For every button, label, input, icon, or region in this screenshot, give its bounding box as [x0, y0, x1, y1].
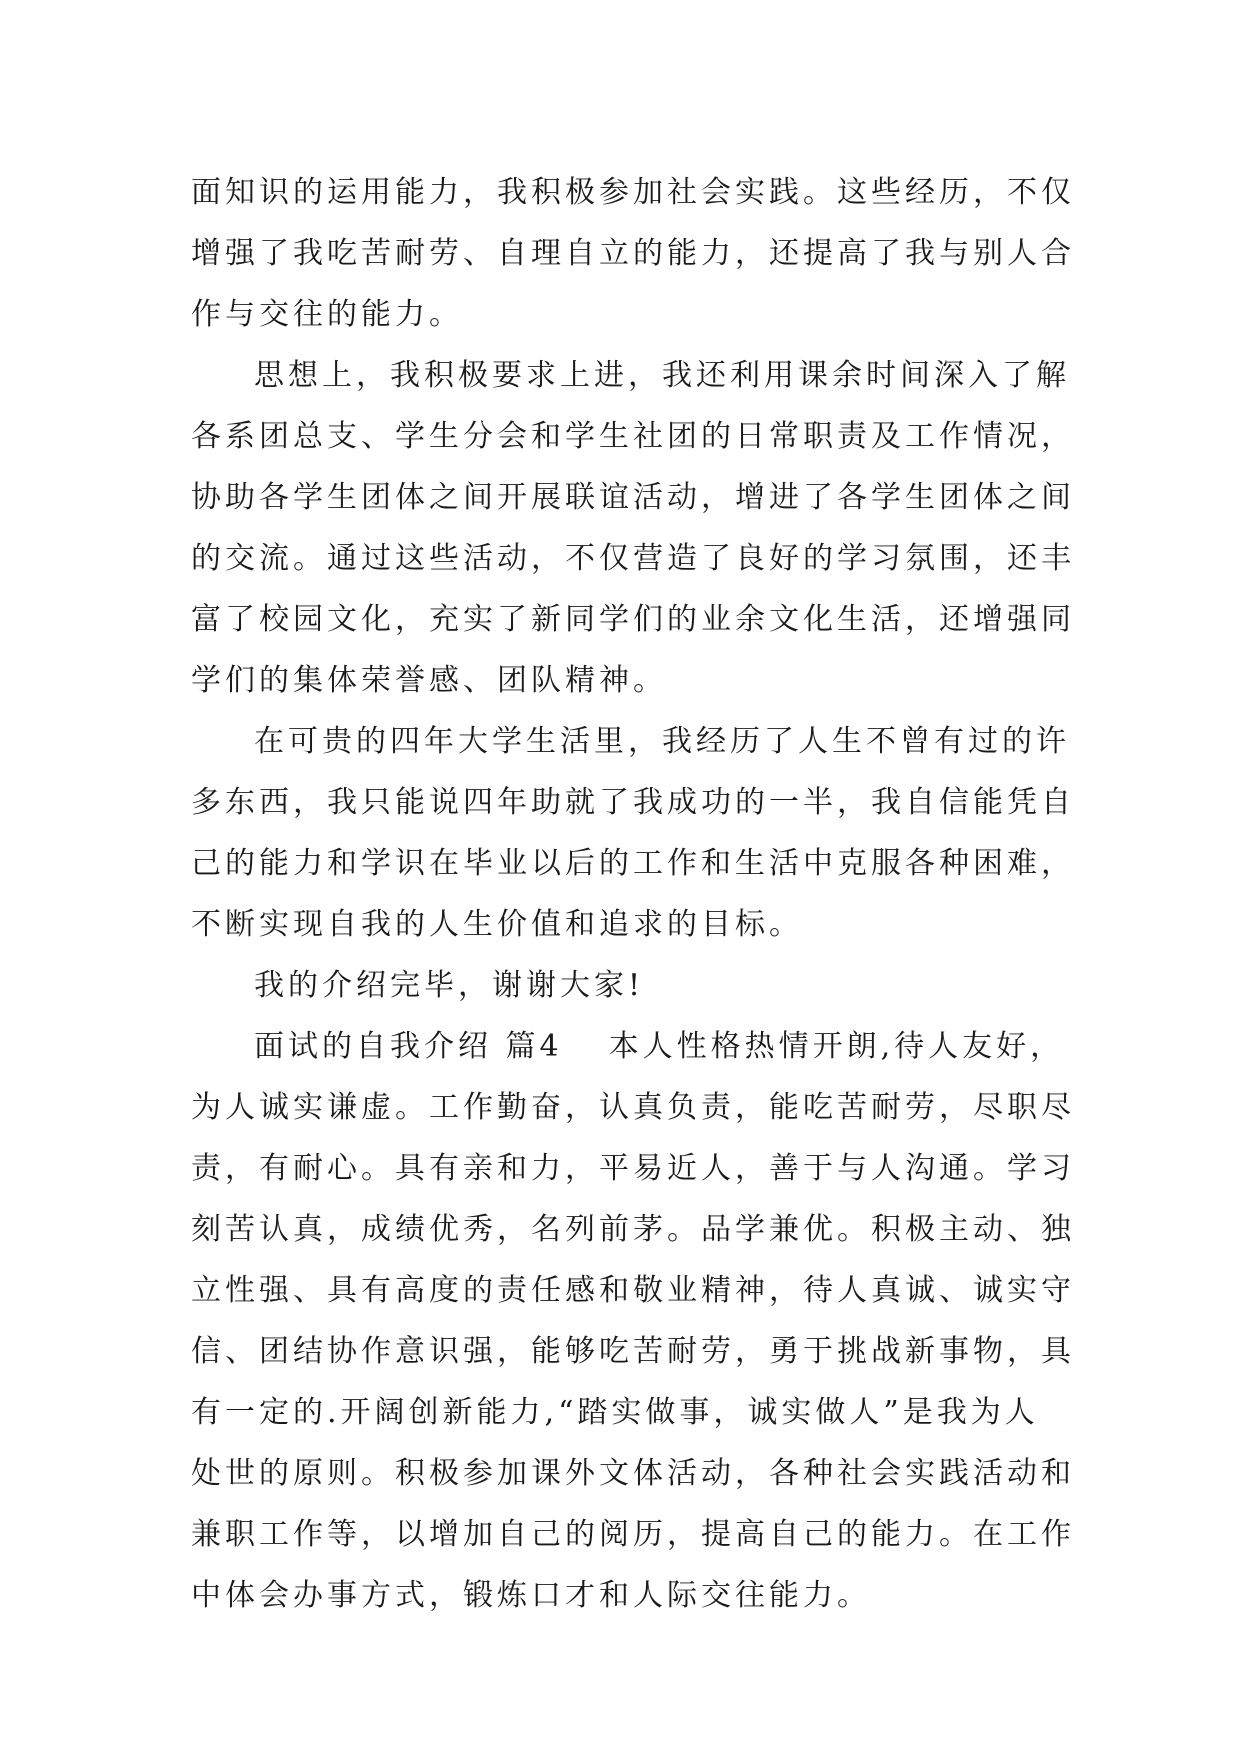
text-line: 的交流。通过这些活动，不仅营造了良好的学习氛围，还丰 — [191, 541, 1075, 576]
text-line: 中体会办事方式，锻炼口才和人际交往能力。 — [191, 1578, 871, 1613]
section-heading: 面试的自我介绍 — [254, 1029, 492, 1064]
text-line: 面知识的运用能力，我积极参加社会实践。这些经历，不仅 — [191, 175, 1075, 210]
text-line: 富了校园文化，充实了新同学们的业余文化生活，还增强同 — [191, 602, 1075, 637]
text-line: 学们的集体荣誉感、团队精神。 — [191, 663, 667, 698]
text-line: 信、团结协作意识强，能够吃苦耐劳，勇于挑战新事物，具 — [191, 1334, 1075, 1369]
section-number: 篇4 — [505, 1029, 563, 1064]
text-line: 多东西，我只能说四年助就了我成功的一半，我自信能凭自 — [191, 785, 1075, 820]
paragraph-start-line: 在可贵的四年大学生活里，我经历了人生不曾有过的许 — [254, 724, 1070, 759]
text-line: 责，有耐心。具有亲和力，平易近人，善于与人沟通。学习 — [191, 1151, 1075, 1186]
text-line: 为人诚实谦虚。工作勤奋，认真负责，能吃苦耐劳，尽职尽 — [191, 1090, 1075, 1125]
text-line: 处世的原则。积极参加课外文体活动，各种社会实践活动和 — [191, 1456, 1075, 1491]
text-line: 各系团总支、学生分会和学生社团的日常职责及工作情况， — [191, 419, 1075, 454]
document-body — [191, 162, 1075, 1626]
text-line: 兼职工作等，以增加自己的阅历，提高自己的能力。在工作 — [191, 1517, 1075, 1552]
text-line: 刻苦认真，成绩优秀，名列前茅。品学兼优。积极主动、独 — [191, 1212, 1075, 1247]
text-line: 增强了我吃苦耐劳、自理自立的能力，还提高了我与别人合 — [191, 236, 1075, 271]
text-line: 作与交往的能力。 — [191, 297, 463, 332]
text-line: 不断实现自我的人生价值和追求的目标。 — [191, 907, 803, 942]
closing-line: 我的介绍完毕，谢谢大家! — [254, 968, 645, 1003]
text-line: 协助各学生团体之间开展联谊活动，增进了各学生团体之间 — [191, 480, 1075, 515]
text-line: 立性强、具有高度的责任感和敬业精神，待人真诚、诚实守 — [191, 1273, 1075, 1308]
text-line: 有一定的.开阔创新能力,“踏实做事，诚实做人”是我为人 — [191, 1395, 1039, 1430]
section-first-text: 本人性格热情开朗,待人友好， — [608, 1029, 1065, 1064]
paragraph-start-line: 思想上，我积极要求上进，我还利用课余时间深入了解 — [254, 358, 1070, 393]
section-heading-line — [191, 1016, 1071, 1077]
text-line: 己的能力和学识在毕业以后的工作和生活中克服各种困难， — [191, 846, 1075, 881]
